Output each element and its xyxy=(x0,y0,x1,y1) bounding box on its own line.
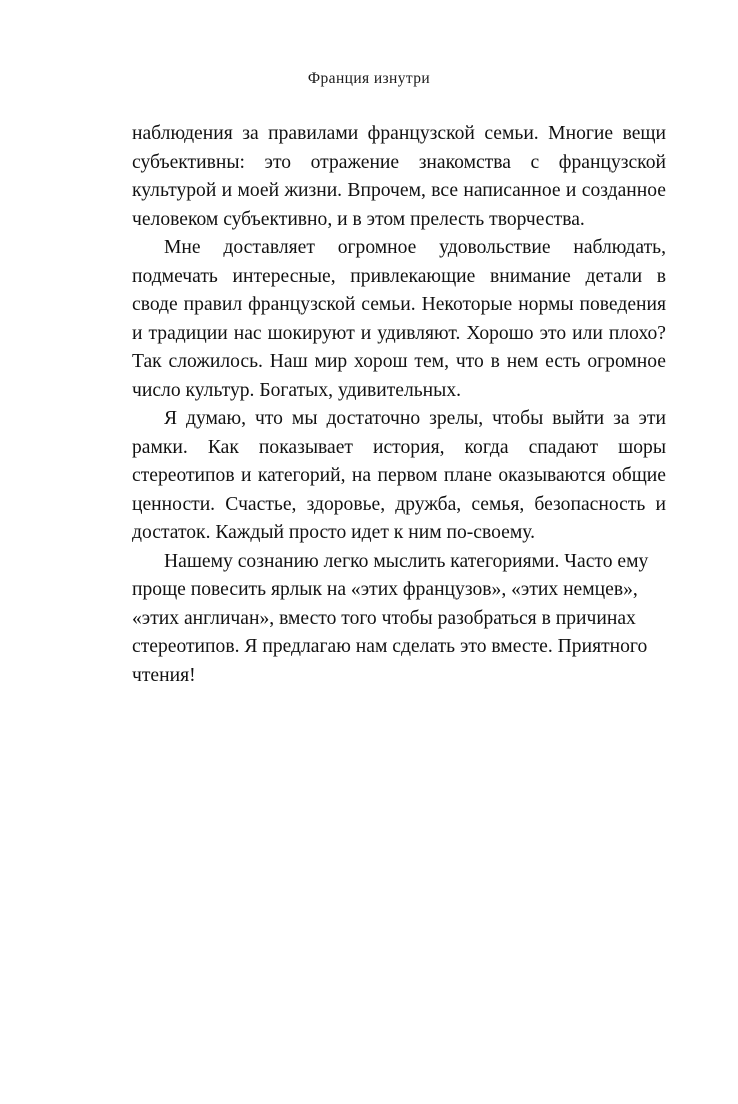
paragraph-2: Мне доставляет огромное удовольствие наблюдать, подмечать интересные, привлекающие внимание детали в своде правил французской семьи. Некоторые нормы поведения и традиции нас шокируют и удивляют. Хорошо это или плохо? Так сложилось. Наш мир хорош тем, что в нем есть огромное число культур. Богатых, удивительных. xyxy=(132,237,666,401)
body-text xyxy=(132,120,666,690)
paragraph-1: наблюдения за правилами французской семьи. Многие вещи субъективны: это отражение знакомства с французской культурой и моей жизни. Впрочем, все написанное и созданное человеком субъективно, и в этом прелесть творчества. xyxy=(132,123,666,230)
running-head: Франция изнутри xyxy=(307,70,431,87)
paragraph-4: Нашему сознанию легко мыслить категориями. Часто ему проще повесить ярлык на «этих французов», «этих немцев», «этих англичан», вместо того чтобы разобраться в причинах стереотипов. Я предлагаю нам сделать это вместе. Приятного чтения! xyxy=(132,550,649,686)
paragraph-3: Я думаю, что мы достаточно зрелы, чтобы выйти за эти рамки. Как показывает история, когда спадают шоры стереотипов и категорий, на первом плане оказываются общие ценности. Счастье, здоровье, дружба, семья, безопасность и достаток. Каждый просто идет к ним по-своему. xyxy=(132,408,666,543)
